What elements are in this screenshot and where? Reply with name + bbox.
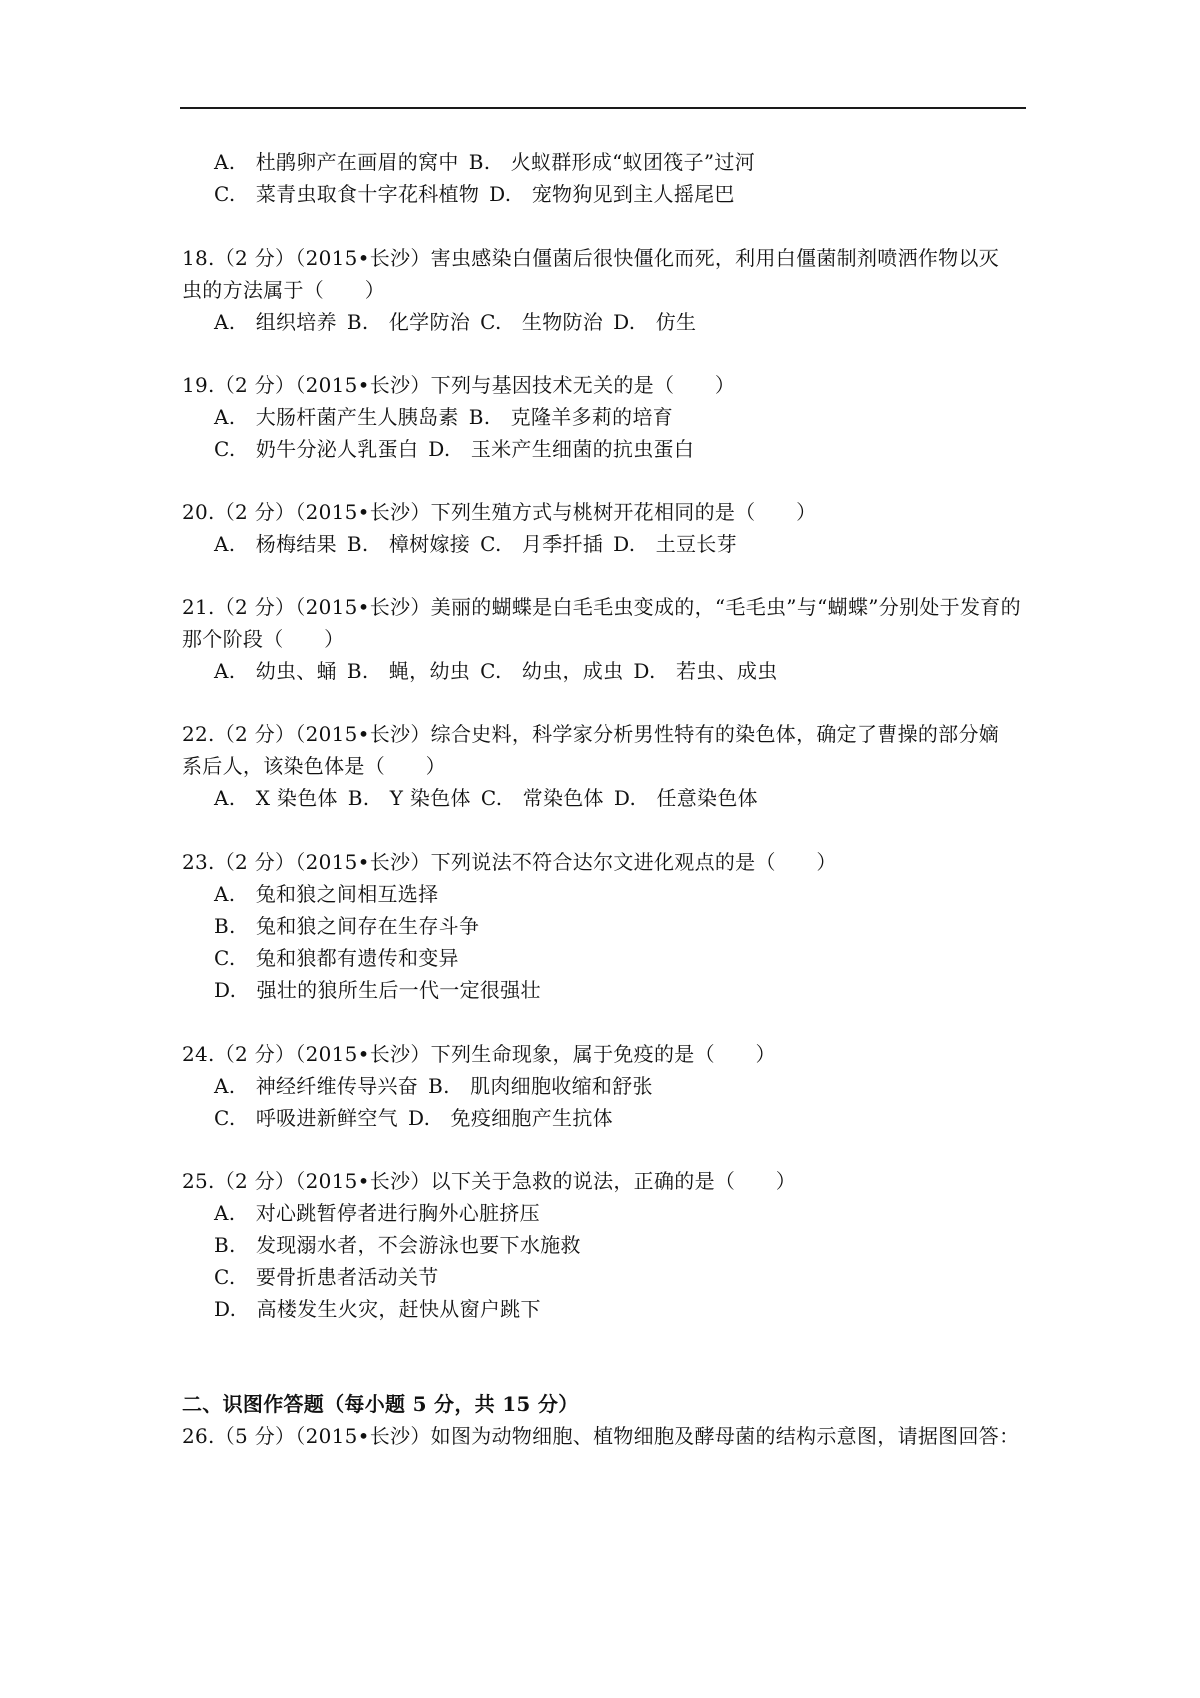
q21-stem-line-1: 21.（2 分）（2015•长沙）美丽的蝴蝶是白毛毛虫变成的，“毛毛虫”与“蝴蝶”分别处于发育的	[182, 595, 1021, 619]
q21-stem-line-2: 那个阶段（ ）	[182, 627, 345, 651]
q25-option-a: A. 对心跳暂停者进行胸外心脏挤压	[214, 1201, 540, 1225]
q17-option-d: D. 宠物狗见到主人摇尾巴	[489, 182, 735, 206]
q19-options-row-2	[214, 435, 694, 463]
q20-stem: 20.（2 分）（2015•长沙）下列生殖方式与桃树开花相同的是（ ）	[182, 500, 817, 524]
q21-option-c: C. 幼虫，成虫	[480, 659, 624, 683]
q25-option-d: D. 高楼发生火灾，赶快从窗户跳下	[214, 1297, 541, 1321]
q21-option-b: B. 蝇，幼虫	[346, 659, 471, 683]
q19-option-b: B. 克隆羊多莉的培育	[468, 405, 674, 429]
q20-option-d: D. 土豆长芽	[613, 532, 737, 556]
q18-option-c: C. 生物防治	[480, 310, 604, 334]
q17-option-c: C. 菜青虫取食十字花科植物	[214, 182, 480, 206]
q22-stem-line-2: 系后人，该染色体是（ ）	[182, 754, 446, 778]
q21-option-d: D. 若虫、成虫	[633, 659, 778, 683]
q19-option-d: D. 玉米产生细菌的抗虫蛋白	[428, 437, 695, 461]
q18-stem-line-2: 虫的方法属于（ ）	[182, 278, 385, 302]
q21-options-row	[214, 657, 778, 685]
q24-stem: 24.（2 分）（2015•长沙）下列生命现象，属于免疫的是（ ）	[182, 1042, 776, 1066]
q19-option-c: C. 奶牛分泌人乳蛋白	[214, 437, 419, 461]
q24-option-b: B. 肌肉细胞收缩和舒张	[428, 1074, 653, 1098]
q20-option-b: B. 樟树嫁接	[346, 532, 471, 556]
q20-option-c: C. 月季扦插	[480, 532, 604, 556]
section-2-heading: 二、识图作答题（每小题 5 分，共 15 分）	[182, 1392, 579, 1416]
q22-option-d: D. 任意染色体	[613, 786, 758, 810]
q24-option-a: A. 神经纤维传导兴奋	[214, 1074, 419, 1098]
q21-option-a: A. 幼虫、蛹	[214, 659, 337, 683]
q23-option-d: D. 强壮的狼所生后一代一定很强壮	[214, 978, 541, 1002]
q24-options-row-1	[214, 1072, 653, 1100]
header-rule	[180, 107, 1026, 109]
q23-option-a: A. 兔和狼之间相互选择	[214, 882, 439, 906]
q18-option-a: A. 组织培养	[214, 310, 337, 334]
q23-option-b: B. 兔和狼之间存在生存斗争	[214, 914, 480, 938]
q17-options-row-2	[214, 180, 735, 208]
q18-option-d: D. 仿生	[613, 310, 697, 334]
q26-stem: 26.（5 分）（2015•长沙）如图为动物细胞、植物细胞及酵母菌的结构示意图，请据图回答：	[182, 1424, 1020, 1448]
q24-options-row-2	[214, 1104, 613, 1132]
q23-stem: 23.（2 分）（2015•长沙）下列说法不符合达尔文进化观点的是（ ）	[182, 850, 837, 874]
q24-option-c: C. 呼吸进新鲜空气	[214, 1106, 398, 1130]
q22-stem-line-1: 22.（2 分）（2015•长沙）综合史料，科学家分析男性特有的染色体，确定了曹操的部分嫡	[182, 722, 1000, 746]
q20-option-a: A. 杨梅结果	[214, 532, 337, 556]
q25-stem: 25.（2 分）（2015•长沙）以下关于急救的说法，正确的是（ ）	[182, 1169, 797, 1193]
q17-option-b: B. 火蚁群形成“蚁团筏子”过河	[468, 150, 756, 174]
q17-option-a: A. 杜鹃卵产在画眉的窝中	[214, 150, 459, 174]
q20-options-row	[214, 530, 737, 558]
q19-stem: 19.（2 分）（2015•长沙）下列与基因技术无关的是（ ）	[182, 373, 736, 397]
q18-options-row	[214, 308, 696, 336]
q22-option-c: C. 常染色体	[480, 786, 604, 810]
q25-option-b: B. 发现溺水者，不会游泳也要下水施救	[214, 1233, 581, 1257]
q22-option-b: B. Y 染色体	[347, 786, 471, 810]
q23-option-c: C. 兔和狼都有遗传和变异	[214, 946, 459, 970]
q18-option-b: B. 化学防治	[346, 310, 471, 334]
q19-options-row-1	[214, 403, 673, 431]
q22-option-a: A. X 染色体	[214, 786, 338, 810]
q18-stem-line-1: 18.（2 分）（2015•长沙）害虫感染白僵菌后很快僵化而死，利用白僵菌制剂喷洒作物以灭	[182, 246, 1000, 270]
q19-option-a: A. 大肠杆菌产生人胰岛素	[214, 405, 459, 429]
q22-options-row	[214, 784, 758, 812]
q24-option-d: D. 免疫细胞产生抗体	[407, 1106, 613, 1130]
q17-options-row-1	[214, 148, 755, 176]
q25-option-c: C. 要骨折患者活动关节	[214, 1265, 439, 1289]
